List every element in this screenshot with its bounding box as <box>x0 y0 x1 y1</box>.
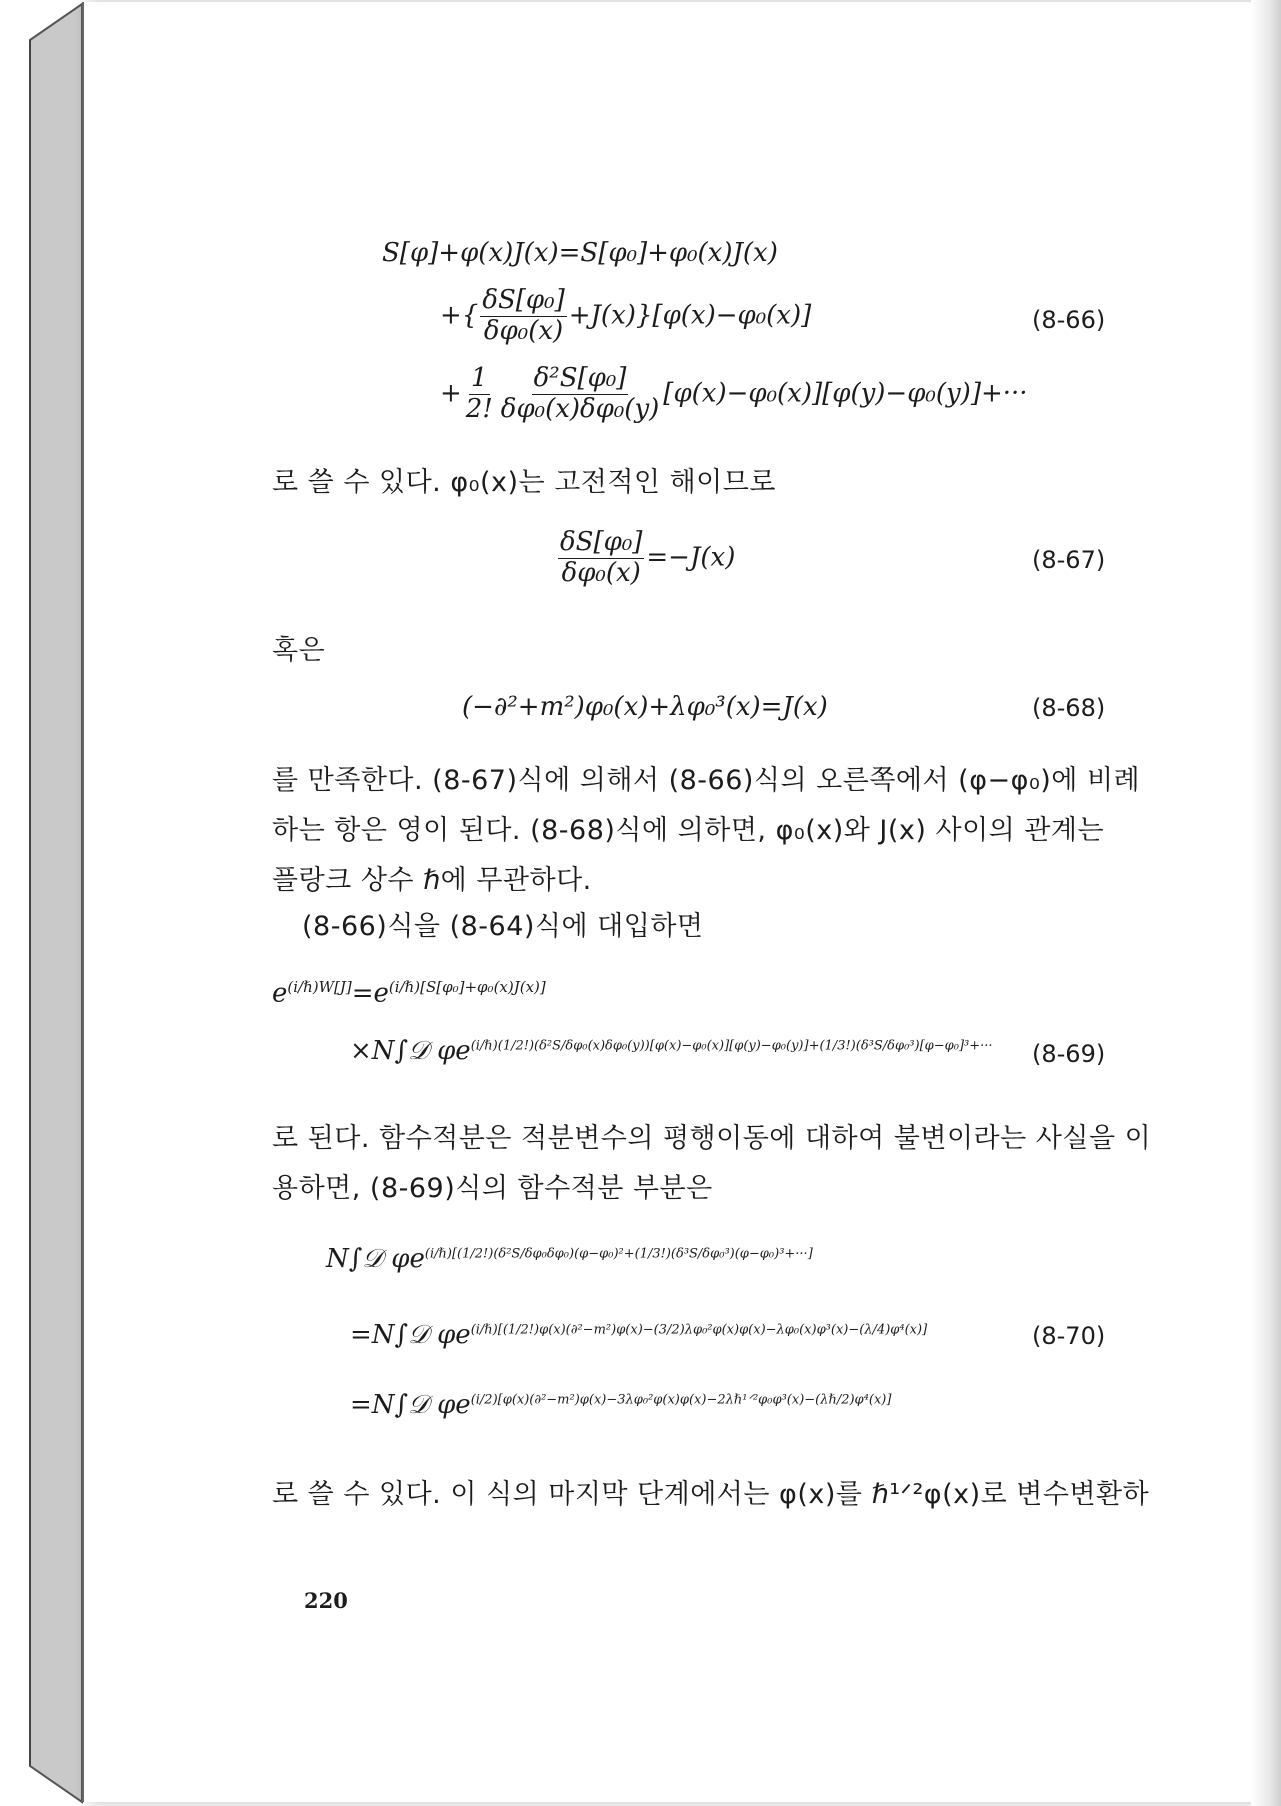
eq-8-66-line2: +{ $\frac{\text{δS[φ₀]}}{\text{δφ₀(x)}}$ +J(x)}[φ(x)−φ₀(x)] <box>440 285 812 346</box>
eq-8-66-number: (8-66) <box>1032 306 1106 334</box>
paragraph-3-line-3: 플랑크 상수 ℏ에 무관하다. <box>272 865 592 896</box>
eq-8-68: (−∂²+m²)φ₀(x)+λφ₀³(x)=J(x) <box>462 692 828 722</box>
eq-8-70-line1: N∫𝒟 $\varphi e^{(i/\hbar)[(1/2!)(\delta^2S/\delta\varphi_0\delta\varphi_0)(\varphi-\varphi_0)^2+(1/3!)(\delta^3S/\delta\varphi_0^3)(\varphi-\varphi_0)^3+\cdot\cdot\cdot]}$ <box>326 1244 813 1274</box>
paragraph-3-line-4: (8-66)식을 (8-64)식에 대입하면 <box>302 911 704 942</box>
book-spine <box>0 0 84 1806</box>
paragraph-3-line-1: 를 만족한다. (8-67)식에 의해서 (8-66)식의 오른쪽에서 (φ−φ₀)에 비례 <box>272 765 1141 796</box>
paragraph-4-line-2: 용하면, (8-69)식의 함수적분 부분은 <box>272 1173 713 1204</box>
eq-8-67-number: (8-67) <box>1032 546 1106 574</box>
page-number: 220 <box>304 1588 348 1613</box>
eq-8-69-line1: $e^{(i/\hbar)W[J]}=e^{(i/\hbar)[S[\varphi_0]+\varphi_0(x)J(x)]}$ <box>272 978 546 1009</box>
paragraph-5: 로 쓸 수 있다. 이 식의 마지막 단계에서는 φ(x)를 ℏ¹ᐟ²φ(x)로 변수변환하 <box>272 1479 1150 1510</box>
eq-8-70-number: (8-70) <box>1032 1322 1106 1350</box>
eq-8-66-line1: S[φ]+φ(x)J(x)=S[φ₀]+φ₀(x)J(x) <box>382 238 778 268</box>
paragraph-4-line-1: 로 된다. 함수적분은 적분변수의 평행이동에 대하여 불변이라는 사실을 이 <box>272 1123 1152 1154</box>
paragraph-2: 혹은 <box>272 635 326 666</box>
eq-8-70-line2: =N∫𝒟 $\varphi e^{(i/\hbar)[(1/2!)\varphi(x)(\partial^2-m^2)\varphi(x)-(3/2)\lambda\varphi_0^2\varphi(x)\varphi(x)-\lambda\varphi_0(x)\varphi^3(x)-(\lambda/4)\varphi^4(x)]}$ <box>350 1320 928 1350</box>
paragraph-1: 로 쓸 수 있다. φ₀(x)는 고전적인 해이므로 <box>272 467 776 498</box>
eq-8-69-number: (8-69) <box>1032 1040 1106 1068</box>
eq-8-70-line3: =N∫𝒟 $\varphi e^{(i/2)[\varphi(x)(\partial^2-m^2)\varphi(x)-3\lambda\varphi_0^2\varphi(x)\varphi(x)-2\lambda\hbar^1ᐟ^2\varphi_0\varphi^3(x)-(\lambda\hbar/2)\varphi^4(x)]}$ <box>350 1390 892 1420</box>
eq-8-67: $\frac{\text{δS[φ₀]}}{\text{δφ₀(x)}}$ =−J(x) <box>560 527 736 588</box>
paragraph-3-line-2: 하는 항은 영이 된다. (8-68)식에 의하면, φ₀(x)와 J(x) 사이의 관계는 <box>272 815 1105 846</box>
eq-8-68-number: (8-68) <box>1032 694 1106 722</box>
eq-8-66-line3: + $\frac{1}{2!}$ $\frac{\text{δ²S[φ₀]}}{\text{δφ₀(x)δφ₀(y)}}$ [φ(x)−φ₀(x)][φ(y)−φ₀(y)]+··· <box>440 363 1028 424</box>
eq-8-69-line2: ×N∫𝒟 $\varphi e^{(i/\hbar)(1/2!)(\delta^2S/\delta\varphi_0(x)\delta\varphi_0(y))[\varphi(x)-\varphi_0(x)][\varphi(y)-\varphi_0(y)]+(1/3!)(\delta^3S/\delta\varphi_0^3)[\varphi-\varphi_0]^3+\cdot\cdot\cdot}$ <box>350 1036 993 1066</box>
page-edge <box>1251 0 1281 1806</box>
book-page <box>82 2 1262 1802</box>
